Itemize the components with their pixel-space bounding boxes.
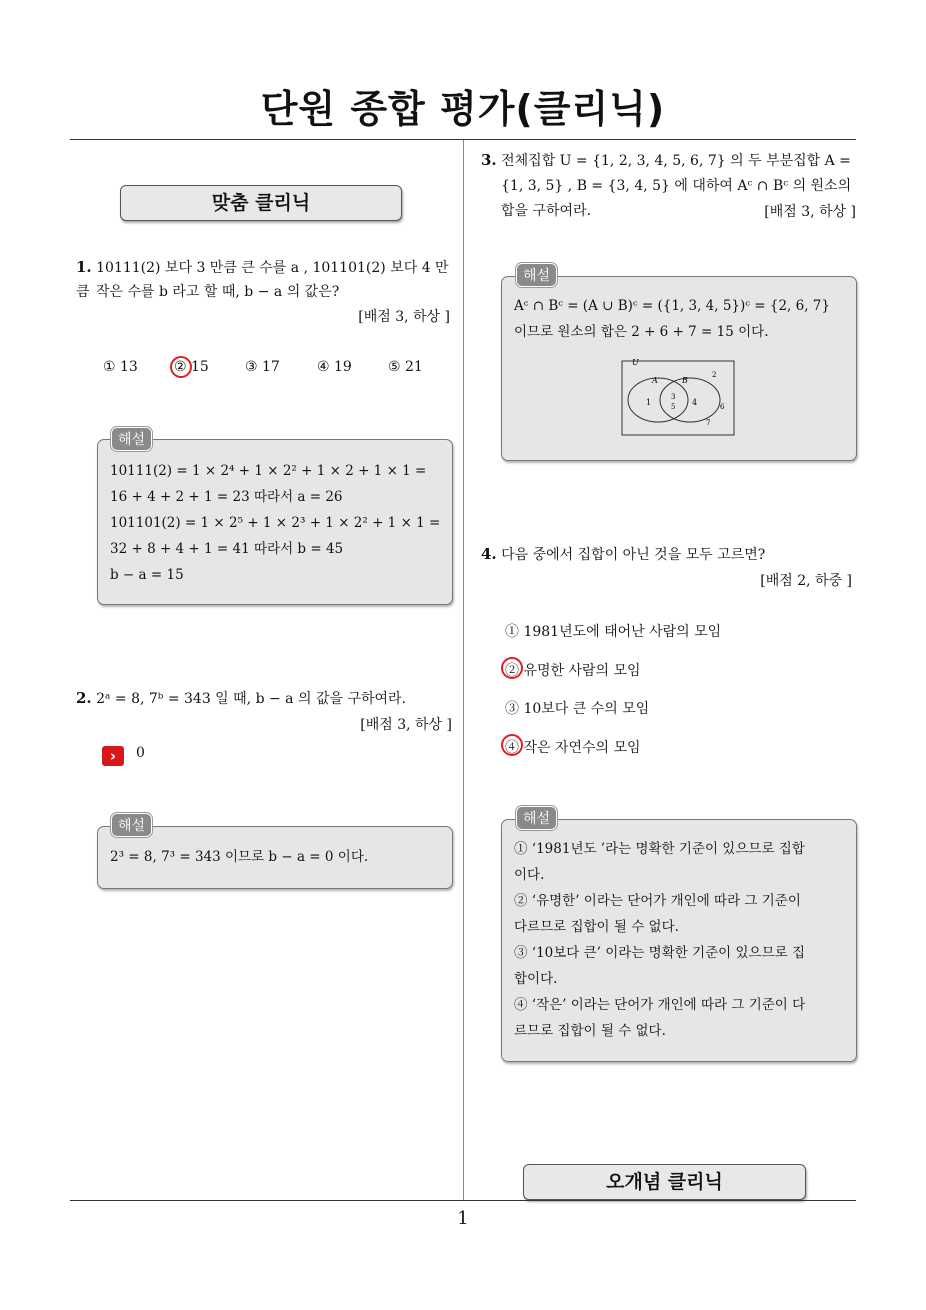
venn-value-outside: 2 <box>712 371 717 379</box>
question-3-points: [배점 3, 하상 ] <box>764 204 856 220</box>
question-number: 1. <box>76 258 92 276</box>
solution-line: ④ ‘작은’ 이라는 단어가 개인에 따라 그 기준이 다 <box>514 997 806 1013</box>
question-text: 다음 중에서 집합이 아닌 것을 모두 고르면? <box>501 547 766 563</box>
venn-value-outside: 6 <box>720 403 725 411</box>
solution-text-q1 <box>110 458 445 588</box>
solution-line: Aᶜ ∩ Bᶜ = (A ∪ B)ᶜ = ({1, 3, 4, 5})ᶜ = {2, 6, 7} <box>514 298 830 314</box>
answer-option-selected[interactable]: ② 15 <box>174 359 209 375</box>
question-number: 3. <box>481 151 497 169</box>
column-divider <box>463 140 464 1200</box>
venn-value-a-only: 1 <box>646 398 652 407</box>
solution-line: 101101(2) = 1 × 2⁵ + 1 × 2³ + 1 × 2² + 1 × 1 = <box>110 515 441 531</box>
solution-line: ③ ‘10보다 큰’ 이라는 명확한 기준이 있으므로 집 <box>514 945 805 961</box>
solution-line: 합이다. <box>514 971 558 987</box>
answer-option[interactable]: ③ 10보다 큰 수의 모임 <box>505 701 650 717</box>
universal-set-frame <box>622 361 734 435</box>
answer-arrow-icon: › <box>102 746 124 766</box>
answer-option-selected[interactable]: ② 유명한 사람의 모임 <box>505 663 641 679</box>
section-tag-custom-clinic: 맞춤 클리닉 <box>120 185 402 221</box>
question-text: 2ᵃ = 8, 7ᵇ = 343 일 때, b − a 의 값을 구하여라. <box>96 691 406 707</box>
section-tag-misconception-clinic: 오개념 클리닉 <box>523 1164 806 1200</box>
venn-diagram <box>618 355 738 439</box>
question-number: 2. <box>76 689 92 707</box>
question-3-text-line2: {1, 3, 5} , B = {3, 4, 5} 에 대하여 Aᶜ ∩ Bᶜ 의 원소의 <box>501 178 852 194</box>
question-2-points: [배점 3, 하상 ] <box>360 717 452 733</box>
venn-label-b: B <box>682 376 688 385</box>
solution-label: 해설 <box>111 813 152 837</box>
venn-label-u: U <box>632 358 639 367</box>
page-title: 단원 종합 평가(클리닉) <box>260 87 666 131</box>
solution-line: 32 + 8 + 4 + 1 = 41 따라서 b = 45 <box>110 541 344 557</box>
set-b-circle <box>660 378 720 422</box>
solution-label: 해설 <box>516 806 557 830</box>
answer-option[interactable]: ① 13 <box>103 359 138 375</box>
set-a-circle <box>628 378 688 422</box>
solution-line: ② ‘유명한’ 이라는 단어가 개인에 따라 그 기준이 <box>514 893 801 909</box>
answer-option[interactable]: ① 1981년도에 태어난 사람의 모임 <box>505 624 722 640</box>
solution-text-q4 <box>514 836 849 1044</box>
selected-answer-mark <box>501 734 523 756</box>
solution-text-q2: 2³ = 8, 7³ = 343 이므로 b − a = 0 이다. <box>110 849 369 865</box>
question-4 <box>481 542 861 567</box>
question-number: 4. <box>481 545 497 563</box>
page-number: 1 <box>457 1208 469 1229</box>
question-1-points: [배점 3, 하상 ] <box>358 309 450 325</box>
answer-option[interactable]: ⑤ 21 <box>388 359 423 375</box>
solution-label: 해설 <box>516 263 557 287</box>
answer-option-selected[interactable]: ④ 작은 자연수의 모임 <box>505 740 641 756</box>
question-text: 전체집합 U = {1, 2, 3, 4, 5, 6, 7} 의 두 부분집합 A = <box>501 153 851 169</box>
question-3 <box>481 148 861 173</box>
answer-option[interactable]: ③ 17 <box>245 359 280 375</box>
selected-answer-mark <box>170 356 192 378</box>
solution-line: 다르므로 집합이 될 수 없다. <box>514 919 679 935</box>
solution-line: 이다. <box>514 867 545 883</box>
selected-answer-mark <box>501 657 523 679</box>
venn-value-intersection: 3 <box>671 393 676 401</box>
question-3-text-line3: 합을 구하여라. <box>501 203 592 219</box>
venn-value-b-only: 4 <box>692 398 698 407</box>
question-2 <box>76 686 456 711</box>
answer-option[interactable]: ④ 19 <box>317 359 352 375</box>
solution-line: 르므로 집합이 될 수 없다. <box>514 1023 666 1039</box>
solution-line: b − a = 15 <box>110 567 184 583</box>
question-2-answer: 0 <box>136 745 145 761</box>
venn-value-intersection: 5 <box>671 403 676 411</box>
solution-line: 16 + 4 + 2 + 1 = 23 따라서 a = 26 <box>110 489 343 505</box>
question-text: 10111(2) 보다 3 만큼 큰 수를 a , 101101(2) 보다 4 만큼 <box>76 260 449 300</box>
footer-divider <box>70 1200 856 1201</box>
venn-label-a: A <box>652 376 658 385</box>
solution-line: 10111(2) = 1 × 2⁴ + 1 × 2² + 1 × 2 + 1 × 1 = <box>110 463 427 479</box>
question-1-text-line2: 작은 수를 b 라고 할 때, b − a 의 값은? <box>96 284 340 300</box>
solution-line: ① ‘1981년도 ’라는 명확한 기준이 있으므로 집합 <box>514 841 805 857</box>
solution-line: 이므로 원소의 합은 2 + 6 + 7 = 15 이다. <box>514 324 769 340</box>
venn-value-outside: 7 <box>706 419 711 427</box>
solution-label: 해설 <box>111 427 152 451</box>
question-4-points: [배점 2, 하중 ] <box>760 573 852 589</box>
